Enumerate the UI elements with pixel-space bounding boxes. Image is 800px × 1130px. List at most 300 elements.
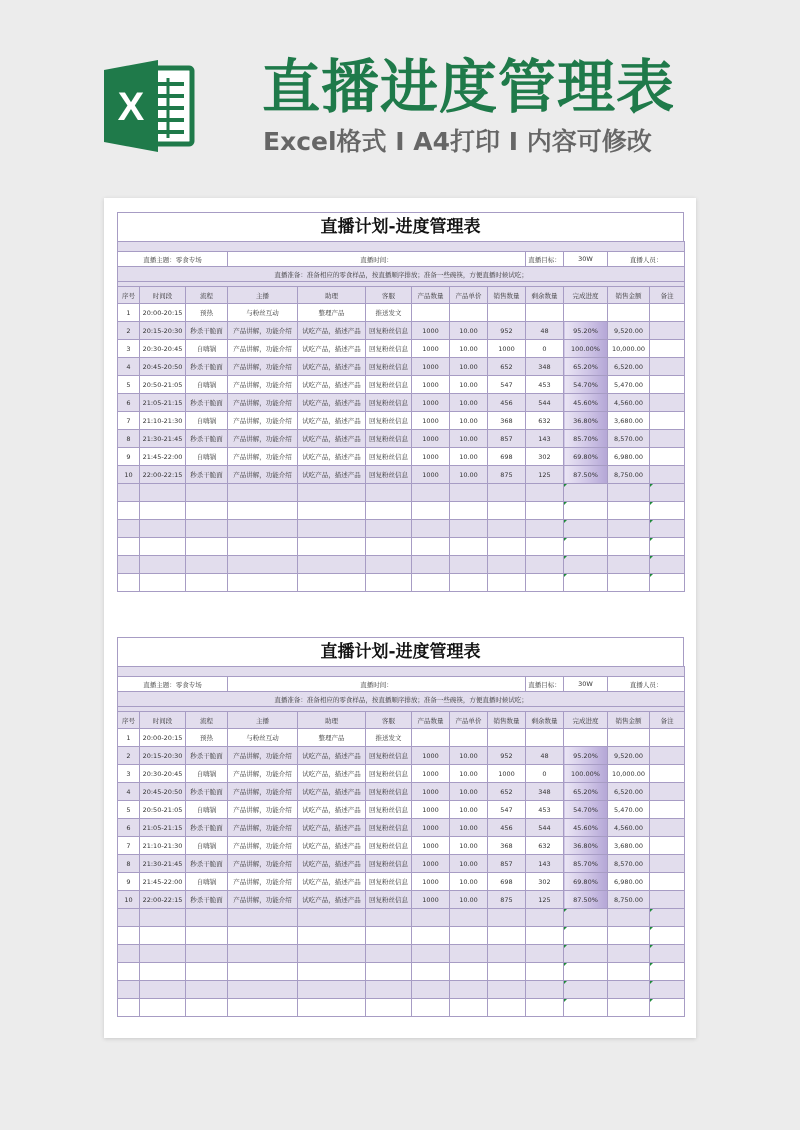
- table-cell[interactable]: 857: [488, 855, 526, 873]
- table-cell[interactable]: 产品讲解，功能介绍: [228, 783, 298, 801]
- table-cell[interactable]: [650, 729, 685, 747]
- empty-cell[interactable]: [488, 963, 526, 981]
- empty-cell[interactable]: [118, 520, 140, 538]
- table-cell[interactable]: 22:00-22:15: [140, 891, 186, 909]
- target-value-cell[interactable]: 30W: [564, 677, 608, 692]
- table-cell[interactable]: 1000: [412, 376, 450, 394]
- empty-cell[interactable]: [412, 999, 450, 1017]
- empty-cell[interactable]: [650, 520, 685, 538]
- table-cell[interactable]: 21:10-21:30: [140, 837, 186, 855]
- empty-cell[interactable]: [526, 999, 564, 1017]
- empty-cell[interactable]: [608, 945, 650, 963]
- table-cell[interactable]: 自嗨锅: [186, 801, 228, 819]
- table-cell[interactable]: [650, 855, 685, 873]
- table-cell[interactable]: [650, 394, 685, 412]
- empty-cell[interactable]: [186, 574, 228, 592]
- empty-cell[interactable]: [526, 538, 564, 556]
- table-cell[interactable]: 回复粉丝信息: [366, 340, 412, 358]
- empty-cell[interactable]: [366, 945, 412, 963]
- table-cell[interactable]: 试吃产品，描述产品: [298, 765, 366, 783]
- table-cell[interactable]: [608, 304, 650, 322]
- empty-cell[interactable]: [650, 981, 685, 999]
- table-cell[interactable]: 10.00: [450, 376, 488, 394]
- table-cell[interactable]: 10.00: [450, 448, 488, 466]
- empty-cell[interactable]: [608, 927, 650, 945]
- table-cell[interactable]: 产品讲解，功能介绍: [228, 873, 298, 891]
- table-cell[interactable]: 10.00: [450, 358, 488, 376]
- table-cell[interactable]: 10.00: [450, 783, 488, 801]
- table-cell[interactable]: 54.70%: [564, 376, 608, 394]
- table-cell[interactable]: 回复粉丝信息: [366, 873, 412, 891]
- empty-cell[interactable]: [298, 538, 366, 556]
- table-cell[interactable]: 20:15-20:30: [140, 322, 186, 340]
- empty-cell[interactable]: [488, 981, 526, 999]
- table-cell[interactable]: 87.50%: [564, 891, 608, 909]
- table-cell[interactable]: 652: [488, 358, 526, 376]
- table-cell[interactable]: [526, 729, 564, 747]
- table-cell[interactable]: 1000: [412, 783, 450, 801]
- table-cell[interactable]: 95.20%: [564, 322, 608, 340]
- table-cell[interactable]: 回复粉丝信息: [366, 466, 412, 484]
- empty-cell[interactable]: [118, 538, 140, 556]
- table-cell[interactable]: 1000: [412, 340, 450, 358]
- table-cell[interactable]: 1000: [412, 765, 450, 783]
- empty-cell[interactable]: [118, 945, 140, 963]
- table-cell[interactable]: 348: [526, 783, 564, 801]
- table-cell[interactable]: 1000: [412, 819, 450, 837]
- table-cell[interactable]: 1: [118, 729, 140, 747]
- empty-cell[interactable]: [118, 484, 140, 502]
- empty-cell[interactable]: [488, 484, 526, 502]
- empty-cell[interactable]: [650, 484, 685, 502]
- table-cell[interactable]: 产品讲解，功能介绍: [228, 340, 298, 358]
- table-cell[interactable]: 20:00-20:15: [140, 304, 186, 322]
- empty-cell[interactable]: [564, 574, 608, 592]
- empty-cell[interactable]: [298, 484, 366, 502]
- table-cell[interactable]: 产品讲解，功能介绍: [228, 819, 298, 837]
- table-cell[interactable]: 6,520.00: [608, 783, 650, 801]
- table-cell[interactable]: 7: [118, 837, 140, 855]
- empty-cell[interactable]: [412, 556, 450, 574]
- empty-cell[interactable]: [650, 574, 685, 592]
- table-cell[interactable]: 45.60%: [564, 394, 608, 412]
- table-cell[interactable]: 试吃产品，描述产品: [298, 412, 366, 430]
- table-cell[interactable]: 5: [118, 801, 140, 819]
- table-cell[interactable]: 1000: [412, 466, 450, 484]
- column-header[interactable]: 助理: [298, 287, 366, 304]
- table-cell[interactable]: 自嗨锅: [186, 873, 228, 891]
- column-header[interactable]: 时间段: [140, 287, 186, 304]
- column-header[interactable]: 主播: [228, 287, 298, 304]
- empty-cell[interactable]: [450, 538, 488, 556]
- column-header[interactable]: 销售金额: [608, 287, 650, 304]
- table-cell[interactable]: 10.00: [450, 322, 488, 340]
- table-cell[interactable]: 10.00: [450, 873, 488, 891]
- table-cell[interactable]: 10.00: [450, 747, 488, 765]
- table-cell[interactable]: 回复粉丝信息: [366, 430, 412, 448]
- column-header[interactable]: 流程: [186, 712, 228, 729]
- empty-cell[interactable]: [298, 909, 366, 927]
- table-cell[interactable]: 20:30-20:45: [140, 765, 186, 783]
- empty-cell[interactable]: [650, 945, 685, 963]
- table-cell[interactable]: [650, 873, 685, 891]
- table-cell[interactable]: 20:30-20:45: [140, 340, 186, 358]
- empty-cell[interactable]: [564, 981, 608, 999]
- table-cell[interactable]: 与粉丝互动: [228, 304, 298, 322]
- empty-cell[interactable]: [186, 520, 228, 538]
- empty-cell[interactable]: [608, 556, 650, 574]
- table-cell[interactable]: 21:30-21:45: [140, 430, 186, 448]
- table-cell[interactable]: [650, 412, 685, 430]
- table-cell[interactable]: [650, 430, 685, 448]
- prep-cell[interactable]: 直播准备：准备相应的零食样品，按直播顺序排放；准备一些碗筷，方便直播时候试吃；: [118, 267, 685, 282]
- empty-cell[interactable]: [366, 556, 412, 574]
- spacer-cell[interactable]: [118, 242, 685, 252]
- empty-cell[interactable]: [412, 538, 450, 556]
- staff-cell[interactable]: 直播人员：: [608, 677, 685, 692]
- table-cell[interactable]: 试吃产品，描述产品: [298, 747, 366, 765]
- table-cell[interactable]: 10.00: [450, 891, 488, 909]
- table-cell[interactable]: [564, 729, 608, 747]
- table-cell[interactable]: 453: [526, 801, 564, 819]
- empty-cell[interactable]: [526, 520, 564, 538]
- table-cell[interactable]: [650, 322, 685, 340]
- column-header[interactable]: 销售数量: [488, 287, 526, 304]
- empty-cell[interactable]: [186, 927, 228, 945]
- table-cell[interactable]: 4,560.00: [608, 394, 650, 412]
- table-cell[interactable]: 20:45-20:50: [140, 783, 186, 801]
- table-cell[interactable]: 回复粉丝信息: [366, 376, 412, 394]
- empty-cell[interactable]: [608, 538, 650, 556]
- table-cell[interactable]: 试吃产品，描述产品: [298, 430, 366, 448]
- table-cell[interactable]: 6,980.00: [608, 873, 650, 891]
- table-cell[interactable]: 48: [526, 322, 564, 340]
- empty-cell[interactable]: [228, 574, 298, 592]
- table-cell[interactable]: 1000: [412, 873, 450, 891]
- table-cell[interactable]: 857: [488, 430, 526, 448]
- table-cell[interactable]: 秒杀干脆面: [186, 747, 228, 765]
- empty-cell[interactable]: [366, 574, 412, 592]
- table-cell[interactable]: 秒杀干脆面: [186, 466, 228, 484]
- empty-cell[interactable]: [488, 999, 526, 1017]
- empty-cell[interactable]: [488, 945, 526, 963]
- table-cell[interactable]: 3: [118, 765, 140, 783]
- empty-cell[interactable]: [366, 927, 412, 945]
- empty-cell[interactable]: [564, 556, 608, 574]
- empty-cell[interactable]: [186, 981, 228, 999]
- empty-cell[interactable]: [186, 945, 228, 963]
- empty-cell[interactable]: [412, 963, 450, 981]
- table-cell[interactable]: 100.00%: [564, 340, 608, 358]
- table-cell[interactable]: 秒杀干脆面: [186, 855, 228, 873]
- empty-cell[interactable]: [118, 502, 140, 520]
- table-cell[interactable]: 875: [488, 466, 526, 484]
- table-cell[interactable]: 8,570.00: [608, 430, 650, 448]
- empty-cell[interactable]: [412, 945, 450, 963]
- table-cell[interactable]: 125: [526, 466, 564, 484]
- table-cell[interactable]: 632: [526, 412, 564, 430]
- table-cell[interactable]: 预热: [186, 304, 228, 322]
- table-cell[interactable]: 自嗨锅: [186, 837, 228, 855]
- column-header[interactable]: 时间段: [140, 712, 186, 729]
- empty-cell[interactable]: [186, 909, 228, 927]
- table-cell[interactable]: 2: [118, 747, 140, 765]
- target-label-cell[interactable]: 直播目标：: [526, 252, 564, 267]
- empty-cell[interactable]: [186, 502, 228, 520]
- empty-cell[interactable]: [564, 999, 608, 1017]
- empty-cell[interactable]: [412, 502, 450, 520]
- table-cell[interactable]: 22:00-22:15: [140, 466, 186, 484]
- table-cell[interactable]: 1000: [412, 394, 450, 412]
- table-cell[interactable]: 952: [488, 322, 526, 340]
- table-cell[interactable]: 试吃产品，描述产品: [298, 358, 366, 376]
- empty-cell[interactable]: [412, 574, 450, 592]
- table-cell[interactable]: [488, 304, 526, 322]
- empty-cell[interactable]: [450, 963, 488, 981]
- table-cell[interactable]: 8,570.00: [608, 855, 650, 873]
- column-header[interactable]: 剩余数量: [526, 287, 564, 304]
- empty-cell[interactable]: [140, 963, 186, 981]
- table-cell[interactable]: [650, 448, 685, 466]
- table-cell[interactable]: 85.70%: [564, 855, 608, 873]
- table-cell[interactable]: 回复粉丝信息: [366, 765, 412, 783]
- table-cell[interactable]: 6,980.00: [608, 448, 650, 466]
- empty-cell[interactable]: [450, 999, 488, 1017]
- table-cell[interactable]: 2: [118, 322, 140, 340]
- empty-cell[interactable]: [608, 484, 650, 502]
- empty-cell[interactable]: [228, 502, 298, 520]
- table-cell[interactable]: 产品讲解，功能介绍: [228, 801, 298, 819]
- table-cell[interactable]: 10.00: [450, 765, 488, 783]
- table-cell[interactable]: [650, 466, 685, 484]
- empty-cell[interactable]: [228, 538, 298, 556]
- table-cell[interactable]: [650, 376, 685, 394]
- table-cell[interactable]: 21:05-21:15: [140, 394, 186, 412]
- table-cell[interactable]: 回复粉丝信息: [366, 412, 412, 430]
- empty-cell[interactable]: [118, 909, 140, 927]
- empty-cell[interactable]: [564, 927, 608, 945]
- empty-cell[interactable]: [564, 963, 608, 981]
- column-header[interactable]: 产品数量: [412, 287, 450, 304]
- empty-cell[interactable]: [118, 981, 140, 999]
- table-cell[interactable]: 0: [526, 765, 564, 783]
- table-cell[interactable]: 9: [118, 873, 140, 891]
- empty-cell[interactable]: [366, 981, 412, 999]
- table-cell[interactable]: 10.00: [450, 819, 488, 837]
- column-header[interactable]: 主播: [228, 712, 298, 729]
- empty-cell[interactable]: [140, 538, 186, 556]
- empty-cell[interactable]: [450, 574, 488, 592]
- empty-cell[interactable]: [228, 927, 298, 945]
- table-cell[interactable]: 回复粉丝信息: [366, 322, 412, 340]
- empty-cell[interactable]: [140, 502, 186, 520]
- table-cell[interactable]: [450, 304, 488, 322]
- empty-cell[interactable]: [228, 945, 298, 963]
- table-cell[interactable]: 9,520.00: [608, 322, 650, 340]
- empty-cell[interactable]: [488, 909, 526, 927]
- empty-cell[interactable]: [526, 556, 564, 574]
- table-cell[interactable]: 143: [526, 855, 564, 873]
- empty-cell[interactable]: [526, 963, 564, 981]
- table-cell[interactable]: 1000: [412, 837, 450, 855]
- table-cell[interactable]: 20:45-20:50: [140, 358, 186, 376]
- empty-cell[interactable]: [488, 574, 526, 592]
- table-cell[interactable]: 产品讲解，功能介绍: [228, 376, 298, 394]
- table-cell[interactable]: 100.00%: [564, 765, 608, 783]
- empty-cell[interactable]: [412, 909, 450, 927]
- table-cell[interactable]: 8: [118, 855, 140, 873]
- empty-cell[interactable]: [526, 484, 564, 502]
- empty-cell[interactable]: [140, 574, 186, 592]
- table-cell[interactable]: 整理产品: [298, 304, 366, 322]
- empty-cell[interactable]: [298, 927, 366, 945]
- table-cell[interactable]: 试吃产品，描述产品: [298, 466, 366, 484]
- table-cell[interactable]: 10.00: [450, 412, 488, 430]
- table-cell[interactable]: 1000: [412, 801, 450, 819]
- table-cell[interactable]: 4: [118, 783, 140, 801]
- empty-cell[interactable]: [140, 484, 186, 502]
- table-cell[interactable]: 3,680.00: [608, 412, 650, 430]
- table-cell[interactable]: 试吃产品，描述产品: [298, 837, 366, 855]
- table-cell[interactable]: [412, 729, 450, 747]
- table-cell[interactable]: [650, 819, 685, 837]
- table-cell[interactable]: 回复粉丝信息: [366, 819, 412, 837]
- column-header[interactable]: 备注: [650, 287, 685, 304]
- table-cell[interactable]: [650, 837, 685, 855]
- empty-cell[interactable]: [298, 963, 366, 981]
- empty-cell[interactable]: [526, 909, 564, 927]
- column-header[interactable]: 销售金额: [608, 712, 650, 729]
- table-cell[interactable]: 1000: [412, 322, 450, 340]
- table-cell[interactable]: 7: [118, 412, 140, 430]
- table-cell[interactable]: 秒杀干脆面: [186, 358, 228, 376]
- empty-cell[interactable]: [366, 502, 412, 520]
- table-cell[interactable]: 20:50-21:05: [140, 801, 186, 819]
- empty-cell[interactable]: [650, 538, 685, 556]
- table-cell[interactable]: 54.70%: [564, 801, 608, 819]
- table-cell[interactable]: 自嗨锅: [186, 448, 228, 466]
- table-cell[interactable]: 21:45-22:00: [140, 873, 186, 891]
- empty-cell[interactable]: [228, 484, 298, 502]
- table-cell[interactable]: 5,470.00: [608, 801, 650, 819]
- empty-cell[interactable]: [526, 927, 564, 945]
- empty-cell[interactable]: [140, 520, 186, 538]
- empty-cell[interactable]: [366, 538, 412, 556]
- empty-cell[interactable]: [186, 484, 228, 502]
- column-header[interactable]: 产品数量: [412, 712, 450, 729]
- empty-cell[interactable]: [564, 538, 608, 556]
- table-cell[interactable]: 回复粉丝信息: [366, 448, 412, 466]
- table-cell[interactable]: 21:45-22:00: [140, 448, 186, 466]
- column-header[interactable]: 产品单价: [450, 712, 488, 729]
- table-cell[interactable]: 产品讲解，功能介绍: [228, 430, 298, 448]
- table-cell[interactable]: 8: [118, 430, 140, 448]
- table-cell[interactable]: 试吃产品，描述产品: [298, 873, 366, 891]
- empty-cell[interactable]: [564, 945, 608, 963]
- table-cell[interactable]: 652: [488, 783, 526, 801]
- table-cell[interactable]: 10,000.00: [608, 340, 650, 358]
- theme-cell[interactable]: 直播主题：零食专场: [118, 677, 228, 692]
- column-header[interactable]: 销售数量: [488, 712, 526, 729]
- empty-cell[interactable]: [228, 909, 298, 927]
- empty-cell[interactable]: [608, 963, 650, 981]
- empty-cell[interactable]: [140, 945, 186, 963]
- empty-cell[interactable]: [366, 484, 412, 502]
- table-cell[interactable]: 预热: [186, 729, 228, 747]
- empty-cell[interactable]: [650, 963, 685, 981]
- table-cell[interactable]: 348: [526, 358, 564, 376]
- column-header[interactable]: 剩余数量: [526, 712, 564, 729]
- table-cell[interactable]: 302: [526, 448, 564, 466]
- table-cell[interactable]: 4,560.00: [608, 819, 650, 837]
- table-cell[interactable]: 85.70%: [564, 430, 608, 448]
- table-cell[interactable]: 6,520.00: [608, 358, 650, 376]
- table-cell[interactable]: 回复粉丝信息: [366, 855, 412, 873]
- table-cell[interactable]: 秒杀干脆面: [186, 891, 228, 909]
- empty-cell[interactable]: [228, 520, 298, 538]
- empty-cell[interactable]: [526, 981, 564, 999]
- empty-cell[interactable]: [228, 999, 298, 1017]
- table-cell[interactable]: 产品讲解，功能介绍: [228, 322, 298, 340]
- empty-cell[interactable]: [564, 520, 608, 538]
- table-cell[interactable]: 69.80%: [564, 873, 608, 891]
- empty-cell[interactable]: [298, 945, 366, 963]
- table-cell[interactable]: 10.00: [450, 837, 488, 855]
- table-cell[interactable]: 456: [488, 819, 526, 837]
- table-cell[interactable]: 544: [526, 394, 564, 412]
- empty-cell[interactable]: [118, 963, 140, 981]
- table-cell[interactable]: 1000: [488, 765, 526, 783]
- table-cell[interactable]: 10.00: [450, 430, 488, 448]
- table-cell[interactable]: 产品讲解，功能介绍: [228, 891, 298, 909]
- table-cell[interactable]: 产品讲解，功能介绍: [228, 747, 298, 765]
- table-cell[interactable]: 1000: [412, 747, 450, 765]
- table-cell[interactable]: [650, 765, 685, 783]
- table-cell[interactable]: [650, 801, 685, 819]
- column-header[interactable]: 序号: [118, 712, 140, 729]
- empty-cell[interactable]: [412, 484, 450, 502]
- table-cell[interactable]: 推送发文: [366, 729, 412, 747]
- empty-cell[interactable]: [450, 909, 488, 927]
- column-header[interactable]: 流程: [186, 287, 228, 304]
- table-cell[interactable]: 秒杀干脆面: [186, 322, 228, 340]
- empty-cell[interactable]: [564, 502, 608, 520]
- table-cell[interactable]: 试吃产品，描述产品: [298, 394, 366, 412]
- table-cell[interactable]: [650, 747, 685, 765]
- table-cell[interactable]: 21:05-21:15: [140, 819, 186, 837]
- table-cell[interactable]: 试吃产品，描述产品: [298, 801, 366, 819]
- table-cell[interactable]: 整理产品: [298, 729, 366, 747]
- table-cell[interactable]: 1000: [412, 412, 450, 430]
- column-header[interactable]: 助理: [298, 712, 366, 729]
- table-cell[interactable]: 产品讲解，功能介绍: [228, 358, 298, 376]
- table-cell[interactable]: 9: [118, 448, 140, 466]
- empty-cell[interactable]: [650, 502, 685, 520]
- empty-cell[interactable]: [564, 484, 608, 502]
- table-cell[interactable]: 秒杀干脆面: [186, 394, 228, 412]
- table-cell[interactable]: 产品讲解，功能介绍: [228, 466, 298, 484]
- table-cell[interactable]: 87.50%: [564, 466, 608, 484]
- table-cell[interactable]: 试吃产品，描述产品: [298, 855, 366, 873]
- table-cell[interactable]: 回复粉丝信息: [366, 358, 412, 376]
- table-cell[interactable]: 1000: [412, 448, 450, 466]
- table-cell[interactable]: 回复粉丝信息: [366, 801, 412, 819]
- table-cell[interactable]: 自嗨锅: [186, 376, 228, 394]
- empty-cell[interactable]: [298, 981, 366, 999]
- empty-cell[interactable]: [488, 538, 526, 556]
- table-cell[interactable]: 回复粉丝信息: [366, 837, 412, 855]
- table-cell[interactable]: 回复粉丝信息: [366, 394, 412, 412]
